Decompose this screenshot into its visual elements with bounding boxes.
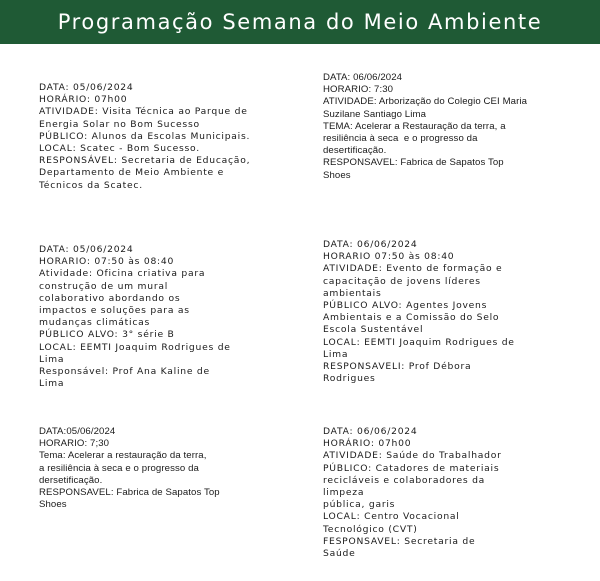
page-title-banner [0, 0, 600, 44]
schedule-line: Lima [39, 353, 65, 365]
schedule-line: LOCAL: Scatec - Bom Sucesso. [39, 143, 200, 155]
page-title: Programação Semana do Meio Ambiente [57, 10, 543, 34]
schedule-entry [323, 72, 527, 182]
schedule-line: PÚBLICO ALVO: Agentes Jovens [323, 300, 488, 312]
schedule-line: RESPONSAVELI: Prof Débora [323, 361, 472, 373]
schedule-line: Atividade: Oficina criativa para [39, 268, 206, 280]
schedule-line: recicláveis e colaboradores da [323, 474, 486, 486]
schedule-line: LOCAL: Centro Vocacional [323, 511, 460, 523]
schedule-line: DATA: 06/06/2024 [323, 72, 403, 83]
schedule-line: PÚBLICO: Alunos da Escolas Municipais. [39, 130, 251, 142]
schedule-line: ATIVIDADE: Evento de formação e [323, 263, 503, 275]
schedule-line: LOCAL: EEMTI Joaquim Rodrigues de [323, 336, 515, 348]
schedule-line: Suzilane Santiago Lima [323, 108, 426, 120]
schedule-line: Energia Solar no Bom Sucesso [39, 118, 200, 130]
schedule-line: DATA: 06/06/2024 [323, 239, 418, 250]
schedule-line: pública, garis [323, 499, 396, 511]
schedule-line: Departamento de Meio Ambiente e [39, 167, 225, 179]
schedule-line: HORARIO 07:50 às 08:40 [323, 251, 455, 263]
schedule-line: Shoes [39, 499, 67, 511]
schedule-line: impactos e soluções para as [39, 305, 190, 317]
schedule-line: Responsável: Prof Ana Kaline de [39, 366, 210, 378]
schedule-line: limpeza [323, 487, 365, 499]
schedule-line: LOCAL: EEMTI Joaquim Rodrigues de [39, 341, 231, 353]
schedule-line: DATA: 06/06/2024 [323, 426, 418, 437]
schedule-line: a resiliência à seca e o progresso da [39, 462, 199, 474]
schedule-line: Shoes [323, 169, 351, 181]
schedule-line: DATA: 05/06/2024 [39, 82, 134, 93]
schedule-line: Tecnológico (CVT) [323, 523, 418, 535]
schedule-line: DATA:05/06/2024 [39, 426, 116, 437]
schedule-line: PÚBLICO ALVO: 3° série B [39, 329, 175, 341]
schedule-entry [323, 426, 502, 560]
schedule-line: RESPONSÁVEL: Secretaria de Educação, [39, 155, 251, 167]
schedule-line: TEMA: Acelerar a Restauração da terra, a [323, 120, 506, 132]
schedule-line: capacitação de jovens líderes [323, 275, 481, 287]
schedule-line: Saúde [323, 548, 356, 560]
schedule-line: dersetificação. [39, 474, 103, 486]
schedule-line: desertificação. [323, 145, 387, 157]
schedule-line: construção de um mural [39, 280, 169, 292]
schedule-line: PÚBLICO: Catadores de materiais [323, 462, 500, 474]
schedule-line: HORÁRIO: 07h00 [39, 94, 128, 106]
schedule-line: HORARIO: 7:30 [323, 84, 394, 96]
schedule-line: Lima [39, 378, 65, 390]
schedule-line: HORÁRIO: 07h00 [323, 438, 412, 450]
schedule-line: Rodrigues [323, 373, 376, 385]
schedule-line: HORARIO: 7;30 [39, 438, 110, 450]
schedule-line: ATIVIDADE: Saúde do Trabalhador [323, 450, 502, 462]
schedule-entry [39, 426, 220, 511]
schedule-line: mudanças climáticas [39, 317, 151, 329]
schedule-line: resiliência à seca e o progresso da [323, 133, 478, 145]
schedule-entry [39, 82, 250, 192]
schedule-line: Técnicos da Scatec. [39, 179, 143, 191]
schedule-line: ATIVIDADE: Visita Técnica ao Parque de [39, 106, 248, 118]
schedule-line: Lima [323, 348, 349, 360]
schedule-line: RESPONSAVEL: Fabrica de Sapatos Top [323, 157, 504, 169]
schedule-line: DATA: 05/06/2024 [39, 244, 134, 255]
schedule-line: HORARIO: 07:50 às 08:40 [39, 256, 175, 268]
schedule-line: FESPONSAVEL: Secretaria de [323, 535, 476, 547]
schedule-line: Tema: Acelerar a restauração da terra, [39, 450, 207, 462]
schedule-line: colaborativo abordando os [39, 292, 181, 304]
schedule-line: Escola Sustentável [323, 324, 424, 336]
schedule-entry [323, 239, 515, 385]
schedule-line: Ambientais e a Comissão do Selo [323, 312, 500, 324]
schedule-entry [39, 244, 231, 390]
schedule-line: RESPONSAVEL: Fabrica de Sapatos Top [39, 487, 220, 499]
schedule-line: ambientais [323, 287, 382, 299]
schedule-line: ATIVIDADE: Arborização do Colegio CEI Maria [323, 96, 528, 108]
